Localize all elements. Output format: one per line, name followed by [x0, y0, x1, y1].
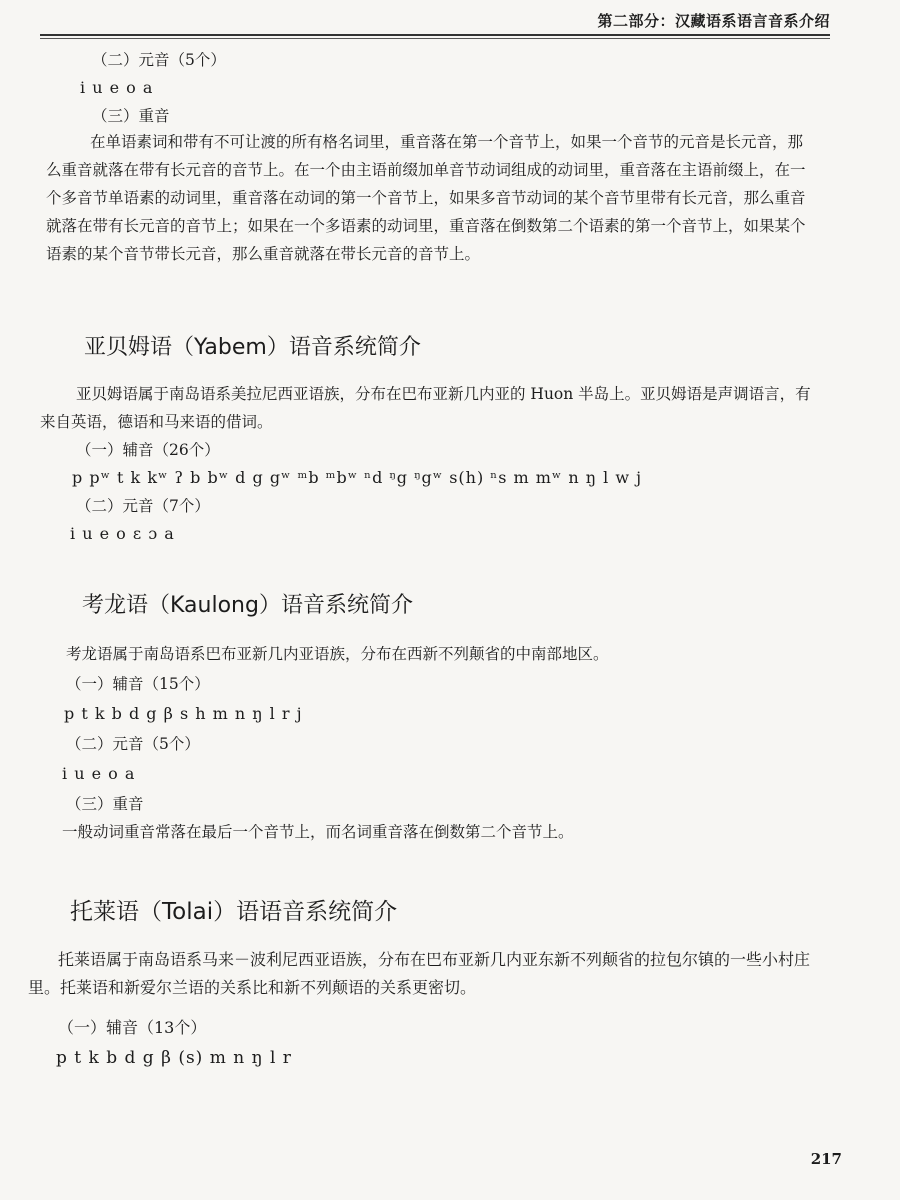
header-rule	[40, 34, 830, 36]
yabem-consonants-heading: （一）辅音（26个）	[76, 441, 220, 459]
kaulong-consonants-list: p t k b d g β s h m n ŋ l r j	[64, 704, 303, 723]
kaulong-stress-text: 一般动词重音常落在最后一个音节上，而名词重音落在倒数第二个音节上。	[62, 823, 574, 841]
top-stress-paragraph: 在单语素词和带有不可让渡的所有格名词里，重音落在第一个音节上，如果一个音节的元音是长元音，那么重音就落在带有长元音的音节上。在一个由主语前缀加单音节动词组成的动词里，重音落在主语前缀上，在一个多音节单语素的动词里，重音落在动词的第一个音节上，如果多音节动词的某个音节里带有长元音，那么重音就落在带有长元音的音节上；如果在一个多语素的动词里，重音落在倒数第二个语素的第一个音节上，如果某个语素的某个音节带长元音，那么重音就落在带长元音的音节上。	[46, 133, 806, 263]
kaulong-section-title: 考龙语（Kaulong）语音系统简介	[82, 593, 413, 618]
yabem-consonants-list: p pʷ t k kʷ ʔ b bʷ d g gʷ ᵐb ᵐbʷ ⁿd ᵑg ᵑgʷ s(h) ⁿs m mʷ n ŋ l w j	[72, 468, 643, 487]
tolai-consonants-heading: （一）辅音（13个）	[58, 1018, 207, 1037]
yabem-vowels-heading: （二）元音（7个）	[76, 497, 210, 515]
yabem-section-title: 亚贝姆语（Yabem）语音系统简介	[84, 335, 421, 360]
kaulong-vowels-heading: （二）元音（5个）	[66, 735, 200, 753]
yabem-intro: 亚贝姆语属于南岛语系美拉尼西亚语族，分布在巴布亚新几内亚的 Huon 半岛上。亚贝姆语是声调语言，有来自英语，德语和马来语的借词。	[40, 385, 811, 431]
kaulong-stress-heading: （三）重音	[66, 795, 144, 813]
header-rule-thin	[40, 38, 830, 39]
top-vowels-list: i u e o a	[80, 78, 154, 97]
tolai-consonants-list: p t k b d g β (s) m n ŋ l r	[56, 1048, 292, 1068]
top-vowels-heading: （二）元音（5个）	[92, 51, 226, 69]
yabem-vowels-list: i u e o ɛ ɔ a	[70, 524, 175, 543]
running-header	[40, 10, 830, 40]
kaulong-consonants-heading: （一）辅音（15个）	[66, 675, 210, 693]
top-stress-heading: （三）重音	[92, 107, 170, 125]
tolai-section-title: 托莱语（Tolai）语语音系统简介	[70, 899, 398, 925]
running-header-title: 第二部分：汉藏语系语言音系介绍	[597, 12, 830, 30]
kaulong-vowels-list: i u e o a	[62, 764, 136, 783]
kaulong-intro: 考龙语属于南岛语系巴布亚新几内亚语族，分布在西新不列颠省的中南部地区。	[66, 645, 609, 663]
tolai-intro: 托莱语属于南岛语系马来－波利尼西亚语族，分布在巴布亚新几内亚东新不列颠省的拉包尔镇的一些小村庄里。托莱语和新爱尔兰语的关系比和新不列颠语的关系更密切。	[28, 950, 811, 997]
page-number: 217	[810, 1150, 842, 1168]
